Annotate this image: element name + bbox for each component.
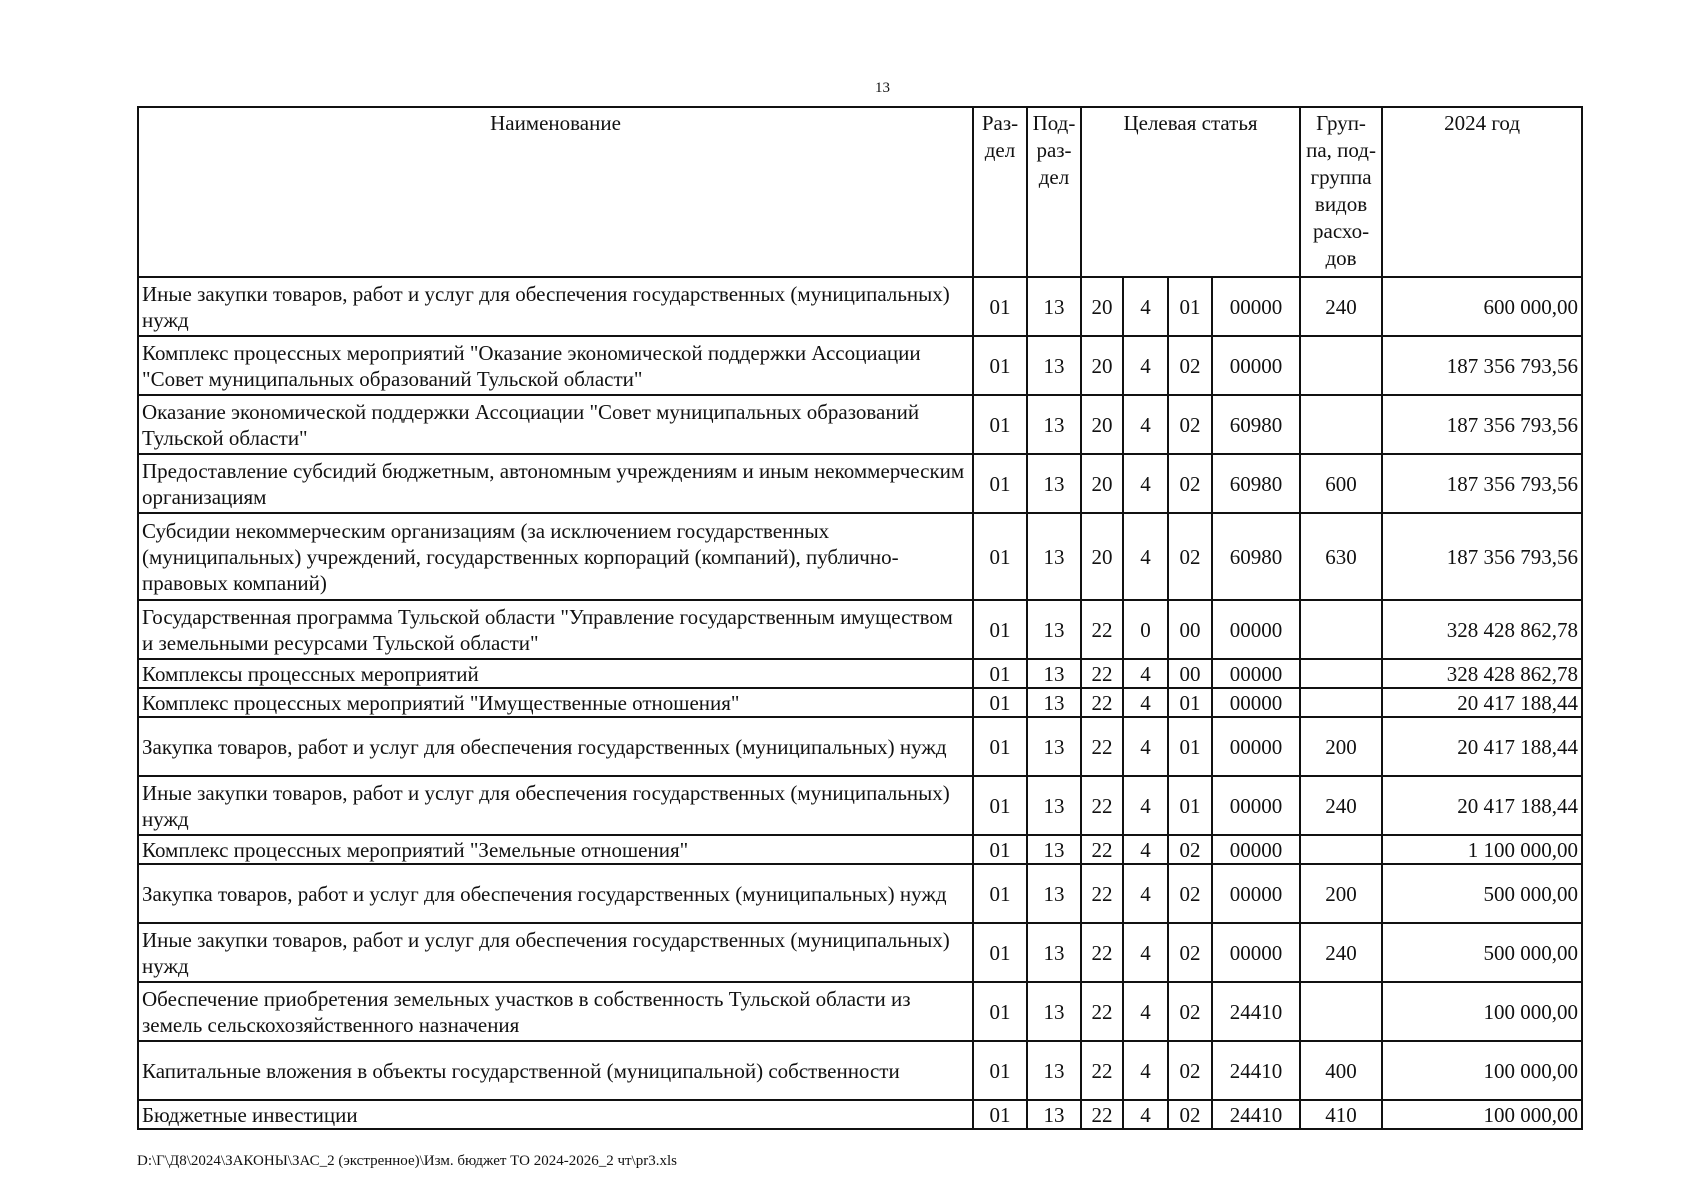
row-target-program: 20: [1081, 336, 1123, 395]
row-target-type: 4: [1123, 1041, 1168, 1100]
row-target-item: 02: [1168, 864, 1212, 923]
row-amount: 500 000,00: [1382, 923, 1582, 982]
row-section: 01: [973, 513, 1027, 600]
row-amount: 328 428 862,78: [1382, 659, 1582, 688]
row-target-program: 20: [1081, 395, 1123, 454]
row-expense-group: [1300, 395, 1382, 454]
row-expense-group: [1300, 688, 1382, 717]
row-name: Комплекс процессных мероприятий "Имущественные отношения": [138, 688, 973, 717]
row-section: 01: [973, 1041, 1027, 1100]
row-target-type: 0: [1123, 600, 1168, 659]
row-subsection: 13: [1027, 1041, 1081, 1100]
table-row: [138, 835, 1582, 864]
row-target-type: 4: [1123, 776, 1168, 835]
row-target-item: 02: [1168, 336, 1212, 395]
row-target-direction: 00000: [1212, 659, 1300, 688]
row-expense-group: 200: [1300, 864, 1382, 923]
row-expense-group: 240: [1300, 277, 1382, 336]
row-expense-group: [1300, 336, 1382, 395]
row-amount: 20 417 188,44: [1382, 717, 1582, 776]
row-amount: 100 000,00: [1382, 982, 1582, 1041]
row-subsection: 13: [1027, 336, 1081, 395]
row-section: 01: [973, 659, 1027, 688]
table-row: [138, 1041, 1582, 1100]
row-target-direction: 00000: [1212, 277, 1300, 336]
row-target-type: 4: [1123, 864, 1168, 923]
row-target-program: 22: [1081, 1100, 1123, 1129]
row-amount: 187 356 793,56: [1382, 454, 1582, 513]
row-target-direction: 24410: [1212, 1100, 1300, 1129]
row-target-item: 00: [1168, 600, 1212, 659]
row-target-program: 22: [1081, 835, 1123, 864]
header-year: 2024 год: [1382, 107, 1582, 277]
row-amount: 20 417 188,44: [1382, 776, 1582, 835]
row-name: Закупка товаров, работ и услуг для обеспечения государственных (муниципальных) нужд: [138, 864, 973, 923]
row-target-item: 01: [1168, 717, 1212, 776]
row-section: 01: [973, 600, 1027, 659]
row-section: 01: [973, 864, 1027, 923]
row-target-item: 02: [1168, 395, 1212, 454]
row-target-item: 02: [1168, 982, 1212, 1041]
table-body: [138, 277, 1582, 1129]
row-expense-group: [1300, 982, 1382, 1041]
row-target-type: 4: [1123, 923, 1168, 982]
row-target-type: 4: [1123, 659, 1168, 688]
row-amount: 600 000,00: [1382, 277, 1582, 336]
header-name: Наименование: [138, 107, 973, 277]
row-target-program: 20: [1081, 277, 1123, 336]
table-row: [138, 982, 1582, 1041]
row-name: Комплексы процессных мероприятий: [138, 659, 973, 688]
row-expense-group: 410: [1300, 1100, 1382, 1129]
row-name: Государственная программа Тульской области "Управление государственным имуществом и земельными ресурсами Тульской области": [138, 600, 973, 659]
row-target-type: 4: [1123, 454, 1168, 513]
table-row: [138, 395, 1582, 454]
row-section: 01: [973, 454, 1027, 513]
row-target-type: 4: [1123, 982, 1168, 1041]
row-target-program: 22: [1081, 776, 1123, 835]
row-target-direction: 00000: [1212, 776, 1300, 835]
header-expense-group: Груп- па, под- группа видов расхо- дов: [1300, 107, 1382, 277]
row-expense-group: [1300, 835, 1382, 864]
row-name: Закупка товаров, работ и услуг для обеспечения государственных (муниципальных) нужд: [138, 717, 973, 776]
row-target-direction: 00000: [1212, 864, 1300, 923]
table-row: [138, 277, 1582, 336]
row-expense-group: 630: [1300, 513, 1382, 600]
row-target-direction: 00000: [1212, 923, 1300, 982]
row-expense-group: [1300, 659, 1382, 688]
row-section: 01: [973, 1100, 1027, 1129]
row-amount: 20 417 188,44: [1382, 688, 1582, 717]
row-amount: 100 000,00: [1382, 1100, 1582, 1129]
row-subsection: 13: [1027, 923, 1081, 982]
row-target-program: 22: [1081, 864, 1123, 923]
row-name: Обеспечение приобретения земельных участков в собственность Тульской области из земель сельскохозяйственного назначения: [138, 982, 973, 1041]
row-name: Комплекс процессных мероприятий "Земельные отношения": [138, 835, 973, 864]
row-section: 01: [973, 776, 1027, 835]
row-subsection: 13: [1027, 982, 1081, 1041]
row-expense-group: 400: [1300, 1041, 1382, 1100]
row-target-direction: 24410: [1212, 982, 1300, 1041]
row-subsection: 13: [1027, 864, 1081, 923]
row-target-type: 4: [1123, 336, 1168, 395]
row-target-item: 02: [1168, 923, 1212, 982]
row-target-direction: 00000: [1212, 717, 1300, 776]
table-row: [138, 513, 1582, 600]
row-expense-group: [1300, 600, 1382, 659]
row-section: 01: [973, 923, 1027, 982]
row-expense-group: 600: [1300, 454, 1382, 513]
row-target-program: 22: [1081, 923, 1123, 982]
row-target-program: 20: [1081, 454, 1123, 513]
row-section: 01: [973, 835, 1027, 864]
row-name: Иные закупки товаров, работ и услуг для обеспечения государственных (муниципальных) нужд: [138, 923, 973, 982]
row-target-program: 22: [1081, 1041, 1123, 1100]
row-amount: 187 356 793,56: [1382, 513, 1582, 600]
row-target-item: 01: [1168, 277, 1212, 336]
row-subsection: 13: [1027, 395, 1081, 454]
row-subsection: 13: [1027, 835, 1081, 864]
row-target-direction: 00000: [1212, 688, 1300, 717]
row-subsection: 13: [1027, 717, 1081, 776]
row-amount: 187 356 793,56: [1382, 395, 1582, 454]
row-name: Капитальные вложения в объекты государственной (муниципальной) собственности: [138, 1041, 973, 1100]
row-amount: 1 100 000,00: [1382, 835, 1582, 864]
table-row: [138, 659, 1582, 688]
row-subsection: 13: [1027, 1100, 1081, 1129]
row-target-item: 02: [1168, 513, 1212, 600]
row-target-item: 02: [1168, 1041, 1212, 1100]
row-target-direction: 60980: [1212, 454, 1300, 513]
table-row: [138, 600, 1582, 659]
table-row: [138, 776, 1582, 835]
row-target-item: 01: [1168, 776, 1212, 835]
row-amount: 500 000,00: [1382, 864, 1582, 923]
header-section: Раз- дел: [973, 107, 1027, 277]
row-target-direction: 60980: [1212, 395, 1300, 454]
budget-table: [137, 106, 1583, 1130]
row-target-item: 02: [1168, 1100, 1212, 1129]
row-target-program: 20: [1081, 513, 1123, 600]
row-name: Бюджетные инвестиции: [138, 1100, 973, 1129]
row-target-type: 4: [1123, 717, 1168, 776]
row-target-direction: 60980: [1212, 513, 1300, 600]
row-section: 01: [973, 688, 1027, 717]
row-name: Комплекс процессных мероприятий "Оказание экономической поддержки Ассоциации "Совет муниципальных образований Тульской области": [138, 336, 973, 395]
row-section: 01: [973, 982, 1027, 1041]
row-name: Иные закупки товаров, работ и услуг для обеспечения государственных (муниципальных) нужд: [138, 776, 973, 835]
row-section: 01: [973, 395, 1027, 454]
row-subsection: 13: [1027, 277, 1081, 336]
row-target-item: 02: [1168, 454, 1212, 513]
table-row: [138, 688, 1582, 717]
row-subsection: 13: [1027, 776, 1081, 835]
row-target-direction: 00000: [1212, 600, 1300, 659]
row-target-program: 22: [1081, 982, 1123, 1041]
row-name: Предоставление субсидий бюджетным, автономным учреждениям и иным некоммерческим организациям: [138, 454, 973, 513]
row-amount: 187 356 793,56: [1382, 336, 1582, 395]
row-amount: 328 428 862,78: [1382, 600, 1582, 659]
row-target-direction: 00000: [1212, 835, 1300, 864]
row-expense-group: 240: [1300, 776, 1382, 835]
footer-file-path: D:\Г\Д8\2024\ЗАКОНЫ\ЗАС_2 (экстренное)\Изм. бюджет ТО 2024-2026_2 чт\pr3.xls: [137, 1153, 677, 1169]
row-name: Иные закупки товаров, работ и услуг для обеспечения государственных (муниципальных) нужд: [138, 277, 973, 336]
row-subsection: 13: [1027, 513, 1081, 600]
row-expense-group: 200: [1300, 717, 1382, 776]
row-target-item: 01: [1168, 688, 1212, 717]
table-row: [138, 454, 1582, 513]
row-name: Субсидии некоммерческим организациям (за исключением государственных (муниципальных) учреждений, государственных корпораций (компаний), публично-правовых компаний): [138, 513, 973, 600]
row-amount: 100 000,00: [1382, 1041, 1582, 1100]
row-section: 01: [973, 717, 1027, 776]
row-target-item: 00: [1168, 659, 1212, 688]
row-target-direction: 24410: [1212, 1041, 1300, 1100]
row-subsection: 13: [1027, 600, 1081, 659]
page-number: 13: [875, 80, 890, 96]
row-target-type: 4: [1123, 395, 1168, 454]
row-target-direction: 00000: [1212, 336, 1300, 395]
row-subsection: 13: [1027, 454, 1081, 513]
row-subsection: 13: [1027, 688, 1081, 717]
table-row: [138, 864, 1582, 923]
row-target-program: 22: [1081, 717, 1123, 776]
header-subsection: Под- раз- дел: [1027, 107, 1081, 277]
row-target-type: 4: [1123, 277, 1168, 336]
row-section: 01: [973, 277, 1027, 336]
row-target-program: 22: [1081, 600, 1123, 659]
header-row: [138, 107, 1582, 277]
row-target-type: 4: [1123, 688, 1168, 717]
table-row: [138, 923, 1582, 982]
row-target-type: 4: [1123, 1100, 1168, 1129]
header-target-article: Целевая статья: [1081, 107, 1300, 277]
row-target-type: 4: [1123, 513, 1168, 600]
row-target-type: 4: [1123, 835, 1168, 864]
row-expense-group: 240: [1300, 923, 1382, 982]
row-target-program: 22: [1081, 659, 1123, 688]
table-row: [138, 1100, 1582, 1129]
row-target-program: 22: [1081, 688, 1123, 717]
row-target-item: 02: [1168, 835, 1212, 864]
table-row: [138, 717, 1582, 776]
row-name: Оказание экономической поддержки Ассоциации "Совет муниципальных образований Тульской области": [138, 395, 973, 454]
row-subsection: 13: [1027, 659, 1081, 688]
table-row: [138, 336, 1582, 395]
row-section: 01: [973, 336, 1027, 395]
